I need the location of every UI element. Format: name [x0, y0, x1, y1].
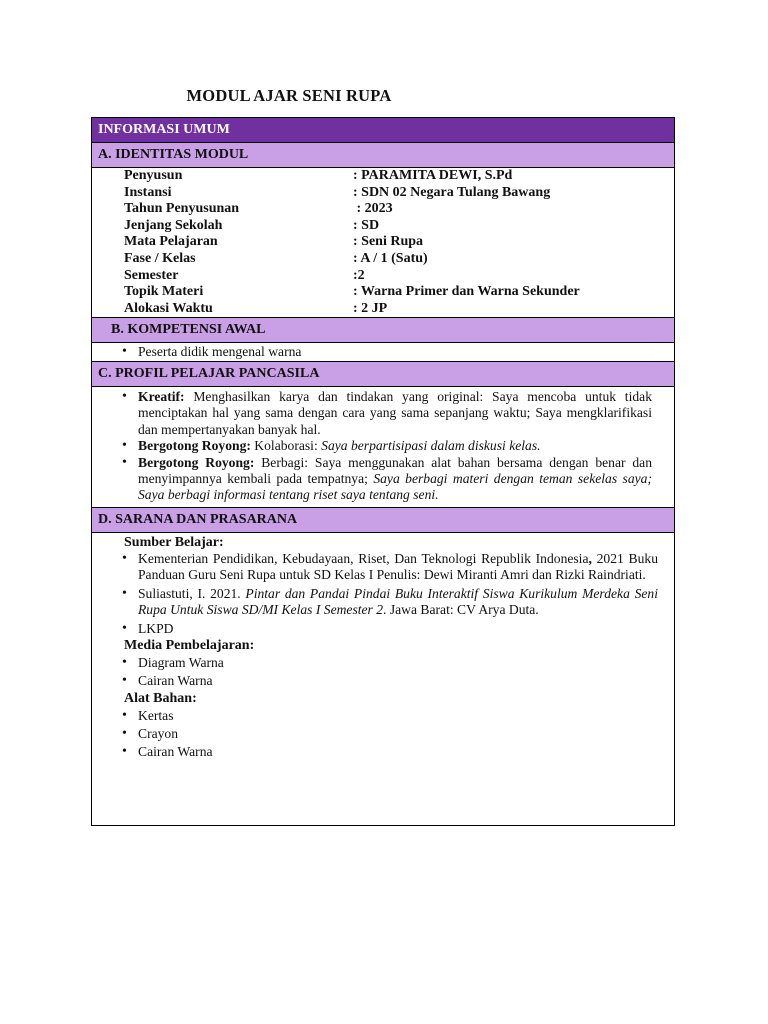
media-list	[118, 654, 658, 690]
list-item	[118, 586, 658, 619]
list-item: • LKPD	[118, 621, 658, 637]
identitas-key: Tahun Penyusunan	[124, 201, 240, 217]
list-item: • Cairan Warna	[118, 672, 658, 690]
profil-text-italic: Saya berbagi materi dengan teman sekelas saya; Saya berbagi informasi tentang riset saya tentang seni.	[138, 471, 652, 503]
sumber-text: Kementerian Pendidikan, Kebudayaan, Riset, Dan Teknologi Republik Indonesia	[138, 551, 589, 566]
media-pembelajaran-label: Media Pembelajaran:	[124, 638, 255, 654]
sarana-section	[92, 533, 674, 825]
identitas-value: :2	[353, 267, 365, 283]
sarana-heading: D. SARANA DAN PRASARANA	[92, 508, 674, 533]
list-item: • Peserta didik mengenal warna	[118, 344, 638, 360]
identitas-key: Mata Pelajaran	[124, 234, 218, 250]
profil-section	[92, 387, 674, 508]
identitas-row	[124, 251, 664, 268]
page-title: MODUL AJAR SENI RUPA	[186, 86, 392, 105]
profil-label: Kreatif:	[138, 389, 185, 404]
identitas-key: Penyusun	[124, 168, 183, 183]
list-item	[118, 455, 652, 504]
list-item	[118, 438, 652, 454]
identitas-row	[124, 284, 664, 301]
identitas-value: : 2 JP	[353, 300, 388, 316]
profil-text: Kolaborasi:	[250, 438, 322, 454]
profil-list	[118, 389, 652, 504]
identitas-value: : A / 1 (Satu)	[353, 250, 428, 266]
profil-text: Berbagi: Saya menggunakan alat bahan bersama dengan benar dan menyimpannya kembali pada tempatnya;	[138, 454, 652, 487]
sumber-belajar-list	[118, 551, 658, 637]
identitas-list	[124, 168, 664, 317]
identitas-row	[124, 301, 664, 318]
kompetensi-heading: B. KOMPETENSI AWAL	[92, 318, 674, 343]
identitas-key: Fase / Kelas	[124, 250, 196, 266]
identitas-key: Topik Materi	[124, 284, 204, 300]
identitas-value: : SDN 02 Negara Tulang Bawang	[353, 184, 551, 200]
identitas-row	[124, 218, 664, 235]
identitas-key: Semester	[124, 267, 179, 283]
identitas-key: Alokasi Waktu	[124, 300, 213, 316]
identitas-heading: A. IDENTITAS MODUL	[92, 143, 674, 168]
sumber-text: Suliastuti, I. 2021.	[138, 585, 246, 601]
identitas-row	[124, 268, 664, 285]
identitas-section	[92, 168, 674, 318]
profil-text: Menghasilkan karya dan tindakan yang original: Saya mencoba untuk tidak menciptakan hal yang sama dengan cara yang sama sepanjang waktu; Saya mengklarifikasi dan mempertanyakan banyak hal.	[138, 389, 652, 437]
identitas-value: : Warna Primer dan Warna Sekunder	[353, 284, 580, 300]
identitas-value: : PARAMITA DEWI, S.Pd	[353, 168, 513, 183]
sumber-text-italic: Pintar dan Pandai Pindai Buku Interaktif Siswa Kurikulum Merdeka Seni Rupa Untuk Siswa SD/MI Kelas I Semester 2	[138, 585, 658, 618]
identitas-row	[124, 201, 664, 218]
identitas-value: : Seni Rupa	[353, 234, 424, 250]
profil-label: Bergotong Royong:	[138, 454, 255, 470]
identitas-key: Jenjang Sekolah	[124, 217, 223, 233]
profil-text-italic: Saya berpartisipasi dalam diskusi kelas.	[321, 438, 541, 454]
identitas-value: : 2023	[353, 201, 393, 217]
identitas-row	[124, 234, 664, 251]
sumber-text: 2021 Buku Panduan Guru Seni Rupa untuk SD Kelas I Penulis: Dewi Miranti Amri dan Rizki Raindriati.	[138, 551, 658, 583]
kompetensi-section	[92, 343, 674, 362]
kompetensi-list	[118, 344, 638, 360]
identitas-key: Instansi	[124, 184, 172, 200]
list-item	[118, 389, 652, 438]
list-item: • Cairan Warna	[118, 743, 658, 761]
alat-list	[118, 707, 658, 761]
sumber-belajar-label: Sumber Belajar:	[124, 535, 224, 550]
sumber-text: . Jawa Barat: CV Arya Duta.	[383, 602, 539, 618]
alat-bahan-label: Alat Bahan:	[124, 691, 197, 707]
list-item: • Crayon	[118, 725, 658, 743]
identitas-value: : SD	[353, 217, 380, 233]
list-item: • Diagram Warna	[118, 654, 658, 672]
sumber-comma: ,	[588, 551, 592, 566]
informasi-umum-header: INFORMASI UMUM	[92, 118, 674, 143]
identitas-row	[124, 185, 664, 202]
profil-heading: C. PROFIL PELAJAR PANCASILA	[92, 362, 674, 387]
list-item	[118, 551, 658, 584]
list-item: • Kertas	[118, 707, 658, 725]
module-table	[91, 117, 675, 826]
profil-label: Bergotong Royong:	[138, 438, 251, 454]
identitas-row	[124, 168, 664, 185]
